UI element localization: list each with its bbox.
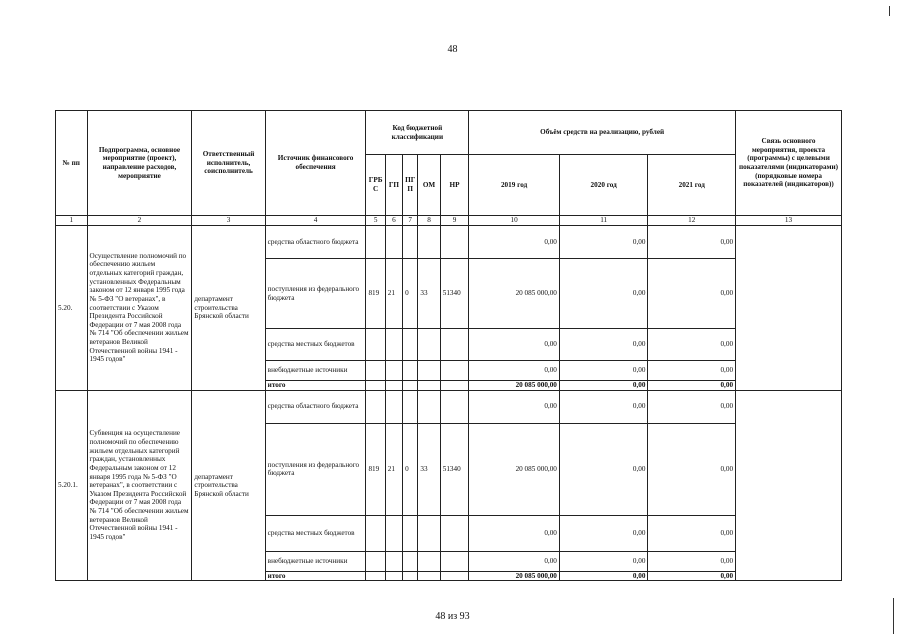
source-cell: итого xyxy=(265,571,366,581)
code-grbs: 819 xyxy=(366,259,385,329)
code-pgp xyxy=(403,329,418,361)
header-2019: 2019 год xyxy=(469,155,560,216)
code-om xyxy=(418,515,440,551)
code-om xyxy=(418,381,440,391)
code-np: 51340 xyxy=(440,259,469,329)
code-gp xyxy=(385,571,402,581)
column-number: 7 xyxy=(403,216,418,226)
item-responsible: департамент строительства Брянской области xyxy=(192,390,265,581)
code-np xyxy=(440,515,469,551)
code-grbs xyxy=(366,515,385,551)
code-grbs xyxy=(366,329,385,361)
code-np xyxy=(440,571,469,581)
value-2020: 0,00 xyxy=(559,571,648,581)
source-cell: средства областного бюджета xyxy=(265,226,366,259)
value-2020: 0,00 xyxy=(559,329,648,361)
code-grbs xyxy=(366,390,385,423)
column-number: 1 xyxy=(56,216,88,226)
item-number: 5.20.1. xyxy=(56,390,88,581)
value-2020: 0,00 xyxy=(559,361,648,381)
value-2021: 0,00 xyxy=(648,329,736,361)
code-np xyxy=(440,551,469,571)
column-number: 13 xyxy=(736,216,842,226)
code-gp xyxy=(385,551,402,571)
code-gp: 21 xyxy=(385,423,402,515)
code-grbs: 819 xyxy=(366,423,385,515)
code-pgp xyxy=(403,226,418,259)
column-number: 5 xyxy=(366,216,385,226)
code-grbs xyxy=(366,361,385,381)
code-gp xyxy=(385,515,402,551)
value-2019: 0,00 xyxy=(469,226,560,259)
code-grbs xyxy=(366,551,385,571)
code-om xyxy=(418,571,440,581)
column-number: 6 xyxy=(385,216,402,226)
value-2019: 20 085 000,00 xyxy=(469,381,560,391)
code-om: 33 xyxy=(418,423,440,515)
column-number: 12 xyxy=(648,216,736,226)
column-number: 11 xyxy=(559,216,648,226)
code-np xyxy=(440,390,469,423)
item-name: Осуществление полномочий по обеспечению жильем отдельных категорий граждан, установленных Федеральным законом от 12 января 1995 года № 5-ФЗ "О ветеранах", в соответствии с Указом Президента Российской Федерации от 7 мая 2008 года № 714 "Об обеспечении жильем ветеранов Великой Отечественной войны 1941 - 1945 годов" xyxy=(87,226,192,391)
source-cell: средства местных бюджетов xyxy=(265,329,366,361)
budget-table xyxy=(55,110,842,581)
source-cell: внебюджетные источники xyxy=(265,361,366,381)
header-om: ОМ xyxy=(418,155,440,216)
item-responsible: департамент строительства Брянской области xyxy=(192,226,265,391)
value-2019: 20 085 000,00 xyxy=(469,571,560,581)
code-pgp xyxy=(403,390,418,423)
source-cell: средства областного бюджета xyxy=(265,390,366,423)
source-cell: внебюджетные источники xyxy=(265,551,366,571)
item-number: 5.20. xyxy=(56,226,88,391)
value-2020: 0,00 xyxy=(559,551,648,571)
value-2019: 0,00 xyxy=(469,390,560,423)
code-pgp xyxy=(403,361,418,381)
column-number: 3 xyxy=(192,216,265,226)
column-number: 8 xyxy=(418,216,440,226)
page-number-top: 48 xyxy=(447,44,458,55)
indicator-link-cell xyxy=(736,226,842,391)
value-2021: 0,00 xyxy=(648,423,736,515)
column-number: 4 xyxy=(265,216,366,226)
header-source: Источник финансового обеспечения xyxy=(265,111,366,216)
code-om: 33 xyxy=(418,259,440,329)
column-number-row xyxy=(56,216,842,226)
item-name: Субвенция на осуществление полномочий по обеспечению жильем отдельных категорий граждан, установленных Федеральным законом от 12 января 1995 года № 5-ФЗ "О ветеранах", в соответствии с Указом Президента Российской Федерации от 7 мая 2008 года № 714 "Об обеспечении жильем ветеранов Великой Отечественной войны 1941 - 1945 годов" xyxy=(87,390,192,581)
code-gp xyxy=(385,226,402,259)
code-om xyxy=(418,551,440,571)
source-cell: поступления из федерального бюджета xyxy=(265,259,366,329)
value-2019: 20 085 000,00 xyxy=(469,259,560,329)
value-2020: 0,00 xyxy=(559,259,648,329)
source-cell: итого xyxy=(265,381,366,391)
value-2019: 0,00 xyxy=(469,515,560,551)
code-gp xyxy=(385,381,402,391)
header-link-indicators: Связь основного мероприятия, проекта (программы) с целевыми показателями (индикаторами) (порядковые номера показателей (индикаторов)) xyxy=(736,111,842,216)
value-2019: 0,00 xyxy=(469,551,560,571)
code-np xyxy=(440,329,469,361)
table-row xyxy=(56,390,842,423)
code-pgp xyxy=(403,551,418,571)
header-np: НР xyxy=(440,155,469,216)
code-grbs xyxy=(366,226,385,259)
code-om xyxy=(418,329,440,361)
header-budget-code: Код бюджетной классификации xyxy=(366,111,469,155)
column-number: 2 xyxy=(87,216,192,226)
source-cell: средства местных бюджетов xyxy=(265,515,366,551)
code-grbs xyxy=(366,381,385,391)
value-2019: 0,00 xyxy=(469,329,560,361)
value-2020: 0,00 xyxy=(559,515,648,551)
value-2020: 0,00 xyxy=(559,381,648,391)
code-pgp xyxy=(403,571,418,581)
header-num: № пп xyxy=(56,111,88,216)
code-np xyxy=(440,381,469,391)
value-2020: 0,00 xyxy=(559,390,648,423)
value-2020: 0,00 xyxy=(559,226,648,259)
indicator-link-cell xyxy=(736,390,842,581)
value-2021: 0,00 xyxy=(648,381,736,391)
value-2021: 0,00 xyxy=(648,551,736,571)
code-np xyxy=(440,361,469,381)
code-pgp: 0 xyxy=(403,423,418,515)
value-2021: 0,00 xyxy=(648,259,736,329)
value-2021: 0,00 xyxy=(648,226,736,259)
header-gp: ГП xyxy=(385,155,402,216)
code-om xyxy=(418,361,440,381)
column-number: 10 xyxy=(469,216,560,226)
code-np xyxy=(440,226,469,259)
header-grbs: ГРБ С xyxy=(366,155,385,216)
value-2021: 0,00 xyxy=(648,515,736,551)
value-2019: 0,00 xyxy=(469,361,560,381)
code-pgp xyxy=(403,515,418,551)
scan-edge-mark xyxy=(889,6,890,16)
code-pgp: 0 xyxy=(403,259,418,329)
code-om xyxy=(418,390,440,423)
value-2021: 0,00 xyxy=(648,361,736,381)
code-gp xyxy=(385,361,402,381)
table-row xyxy=(56,226,842,259)
header-subprogram: Подпрограмма, основное мероприятие (проект), направление расходов, мероприятие xyxy=(87,111,192,216)
value-2019: 20 085 000,00 xyxy=(469,423,560,515)
column-number: 9 xyxy=(440,216,469,226)
value-2021: 0,00 xyxy=(648,390,736,423)
header-responsible: Ответственный исполнитель, соисполнитель xyxy=(192,111,265,216)
code-pgp xyxy=(403,381,418,391)
source-cell: поступления из федерального бюджета xyxy=(265,423,366,515)
header-2021: 2021 год xyxy=(648,155,736,216)
header-volume: Объём средств на реализацию, рублей xyxy=(469,111,736,155)
code-gp xyxy=(385,329,402,361)
code-np: 51340 xyxy=(440,423,469,515)
code-grbs xyxy=(366,571,385,581)
header-pgp: ПГ П xyxy=(403,155,418,216)
page-number-bottom: 48 из 93 xyxy=(435,611,470,622)
code-om xyxy=(418,226,440,259)
code-gp: 21 xyxy=(385,259,402,329)
value-2021: 0,00 xyxy=(648,571,736,581)
code-gp xyxy=(385,390,402,423)
value-2020: 0,00 xyxy=(559,423,648,515)
header-2020: 2020 год xyxy=(559,155,648,216)
